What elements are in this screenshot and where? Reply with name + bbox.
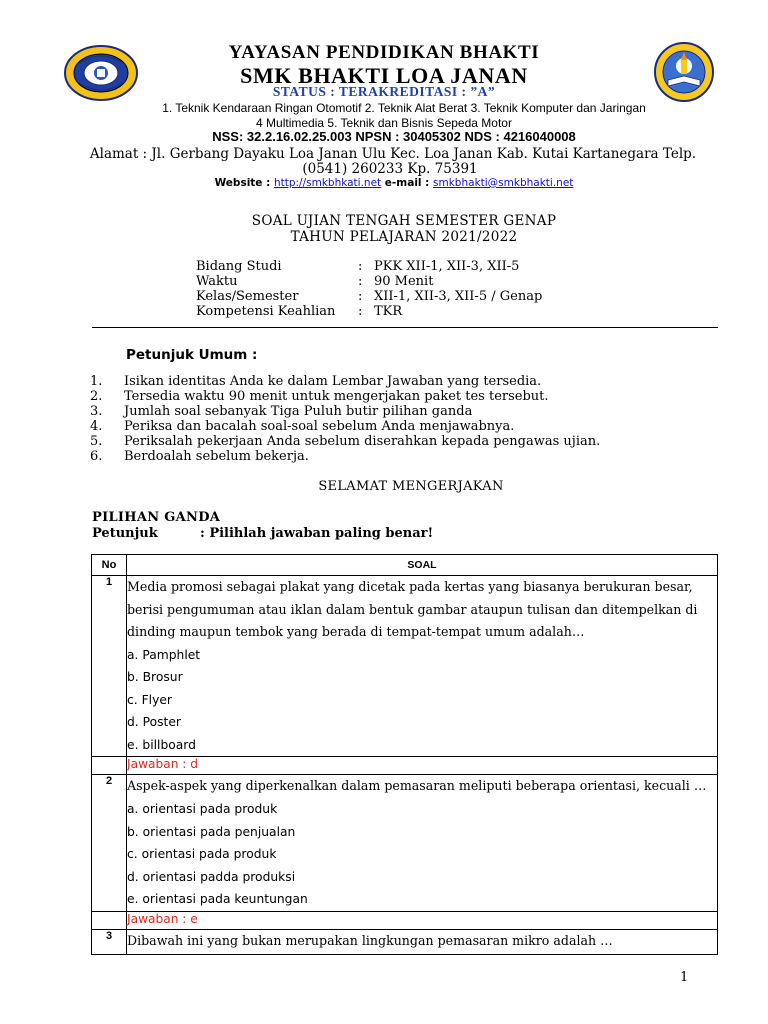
instruction-num: 4.	[90, 419, 103, 434]
question-text: Dibawah ini yang bukan merupakan lingkungan pemasaran mikro adalah …	[127, 932, 613, 948]
info-sep: :	[358, 274, 363, 289]
email-link[interactable]: smkbhakti@smkbhakti.net	[433, 177, 574, 189]
general-instructions-title: Petunjuk Umum :	[126, 347, 258, 363]
info-sep: :	[358, 259, 363, 274]
answer-option: a. Pamphlet	[127, 647, 201, 662]
instruction-text: Berdoalah sebelum bekerja.	[124, 449, 309, 464]
question-row	[92, 775, 718, 911]
question-text: Aspek-aspek yang diperkenalkan dalam pemasaran meliputi beberapa orientasi, kecuali …	[127, 778, 707, 794]
instruction-text: Tersedia waktu 90 menit untuk mengerjakan paket tes tersebut.	[124, 389, 549, 404]
instruction-text: Isikan identitas Anda ke dalam Lembar Jawaban yang tersedia.	[124, 374, 542, 389]
question-number: 2	[92, 775, 127, 911]
question-row	[92, 929, 718, 955]
question-row	[92, 576, 718, 757]
programs-line-1: 1. Teknik Kendaraan Ringan Otomotif 2. Teknik Alat Berat 3. Teknik Komputer dan Jaringan	[162, 101, 646, 115]
answer-row	[92, 911, 718, 929]
instruction-num: 6.	[90, 449, 103, 464]
table-header-row	[92, 555, 718, 576]
question-text: Media promosi sebagai plakat yang dicetak pada kertas yang biasanya berukuran besar,	[127, 579, 693, 594]
question-number: 3	[92, 929, 127, 955]
question-cell	[127, 775, 718, 911]
questions-table	[91, 554, 718, 955]
answer-row	[92, 757, 718, 775]
page-number: 1	[680, 970, 689, 985]
email-label: e-mail :	[381, 177, 434, 189]
col-soal-header: SOAL	[127, 555, 718, 576]
instructions-label: Petunjuk	[92, 526, 158, 541]
question-text: dinding maupun tembok yang berada di tempat-tempat umum adalah…	[127, 624, 585, 639]
contact-line	[0, 177, 768, 189]
address-line-1: Alamat : Jl. Gerbang Dayaku Loa Janan Ulu Kec. Loa Janan Kab. Kutai Kartanegara Telp.	[89, 146, 697, 162]
info-value: XII-1, XII-3, XII-5 / Genap	[374, 289, 543, 304]
instruction-text: Jumlah soal sebanyak Tiga Puluh butir pilihan ganda	[124, 404, 473, 419]
good-luck-text: SELAMAT MENGERJAKAN	[318, 479, 504, 494]
accreditation-status: STATUS : TERAKREDITASI : ”A”	[272, 84, 496, 99]
info-sep: :	[358, 289, 363, 304]
divider	[92, 327, 718, 328]
answer-number-cell	[92, 911, 127, 929]
info-label: Kelas/Semester	[196, 289, 299, 304]
answer-option: e. orientasi pada keuntungan	[127, 892, 308, 907]
instruction-num: 2.	[90, 389, 103, 404]
info-value: TKR	[374, 304, 403, 319]
instruction-num: 1.	[90, 374, 103, 389]
info-value: PKK XII-1, XII-3, XII-5	[374, 259, 520, 274]
question-cell	[127, 929, 718, 955]
answer-key: Jawaban : e	[127, 911, 718, 929]
question-text: berisi pengumuman atau iklan dalam bentuk gambar ataupun tulisan dan ditempelkan di	[127, 601, 698, 617]
answer-option: b. Brosur	[127, 670, 183, 685]
instruction-num: 3.	[90, 404, 103, 419]
info-label: Waktu	[196, 274, 238, 289]
info-label: Kompetensi Keahlian	[196, 304, 336, 319]
instruction-text: Periksa dan bacalah soal-soal sebelum Anda menjawabnya.	[124, 419, 515, 434]
info-sep: :	[358, 304, 363, 319]
programs-line-2: 4 Multimedia 5. Teknik dan Bisnis Sepeda Motor	[256, 116, 512, 130]
address-line-2: (0541) 260233 Kp. 75391	[302, 161, 478, 177]
question-cell	[127, 576, 718, 757]
question-number: 1	[92, 576, 127, 757]
answer-key: Jawaban : d	[127, 757, 718, 775]
answer-option: c. orientasi pada produk	[127, 847, 277, 862]
instruction-num: 5.	[90, 434, 103, 449]
col-no-header: No	[92, 555, 127, 576]
website-link[interactable]: http://smkbhkati.net	[273, 177, 382, 189]
multiple-choice-title: PILIHAN GANDA	[92, 510, 221, 525]
answer-option: b. orientasi pada penjualan	[127, 824, 296, 839]
org-name: YAYASAN PENDIDIKAN BHAKTI	[228, 42, 540, 63]
website-label: Website :	[214, 177, 274, 189]
exam-title: SOAL UJIAN TENGAH SEMESTER GENAP	[251, 213, 557, 229]
answer-option: e. billboard	[127, 737, 196, 752]
answer-option: d. orientasi padda produksi	[127, 869, 296, 884]
info-label: Bidang Studi	[196, 259, 282, 274]
instruction-text: Periksalah pekerjaan Anda sebelum diserahkan kepada pengawas ujian.	[124, 434, 601, 449]
info-value: 90 Menit	[374, 274, 434, 289]
answer-option: a. orientasi pada produk	[127, 801, 278, 816]
school-ids: NSS: 32.2.16.02.25.003 NPSN : 30405302 NDS : 4216040008	[212, 129, 576, 144]
instructions-text: : Pilihlah jawaban paling benar!	[200, 526, 434, 541]
answer-option: c. Flyer	[127, 692, 172, 707]
school-name: SMK BHAKTI LOA JANAN	[240, 63, 528, 88]
answer-option: d. Poster	[127, 715, 181, 730]
answer-number-cell	[92, 757, 127, 775]
exam-year: TAHUN PELAJARAN 2021/2022	[290, 229, 518, 245]
